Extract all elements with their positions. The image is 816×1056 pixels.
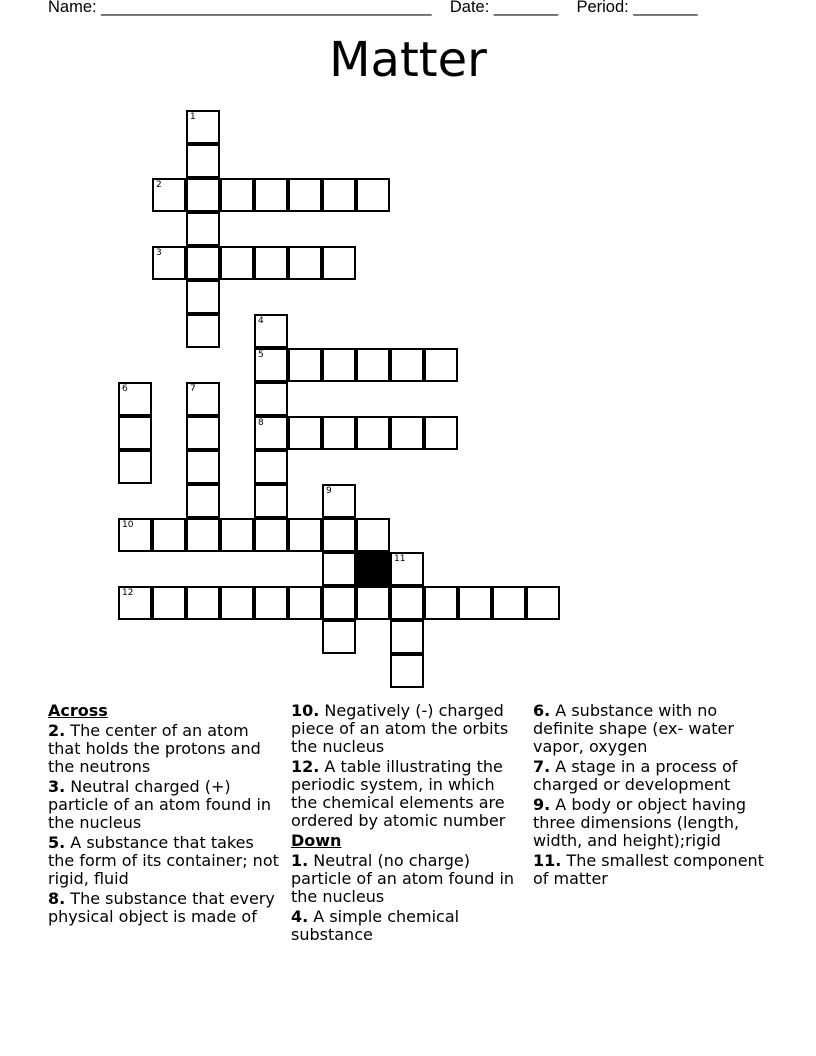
clue-text: A substance with no definite shape (ex- water vapor, oxygen xyxy=(533,701,734,756)
crossword-cell[interactable] xyxy=(152,246,186,280)
crossword-cell[interactable] xyxy=(254,518,288,552)
across-clue-list xyxy=(48,722,280,926)
crossword-cell[interactable] xyxy=(220,246,254,280)
crossword-cell[interactable] xyxy=(186,314,220,348)
cell-number: 9 xyxy=(326,486,332,496)
clue-number: 8. xyxy=(48,889,66,908)
crossword-cell[interactable] xyxy=(356,178,390,212)
clue-item xyxy=(48,778,280,832)
crossword-cell[interactable] xyxy=(458,586,492,620)
crossword-cell[interactable] xyxy=(254,348,288,382)
crossword-cell[interactable] xyxy=(492,586,526,620)
clue-item xyxy=(533,758,765,794)
clue-text: A substance that takes the form of its container; not rigid, fluid xyxy=(48,833,279,888)
crossword-cell[interactable] xyxy=(186,246,220,280)
worksheet-header: Name: ____________________________________ Date: _______ Period: _______ xyxy=(48,0,698,16)
crossword-cell[interactable] xyxy=(288,416,322,450)
clue-text: A body or object having three dimensions (length, width, and height);rigid xyxy=(533,795,746,850)
clue-number: 7. xyxy=(533,757,551,776)
cell-number: 1 xyxy=(190,112,196,122)
crossword-cell[interactable] xyxy=(186,450,220,484)
crossword-cell[interactable] xyxy=(186,416,220,450)
crossword-cell[interactable] xyxy=(322,552,356,586)
cell-number: 8 xyxy=(258,418,264,428)
crossword-cell[interactable] xyxy=(254,178,288,212)
crossword-cell[interactable] xyxy=(288,586,322,620)
page-title: Matter xyxy=(329,32,487,88)
crossword-cell[interactable] xyxy=(356,586,390,620)
crossword-cell[interactable] xyxy=(254,382,288,416)
clue-column-2 xyxy=(291,702,523,946)
clue-number: 3. xyxy=(48,777,66,796)
crossword-cell[interactable] xyxy=(118,382,152,416)
black-square xyxy=(356,552,390,586)
crossword-cell[interactable] xyxy=(186,212,220,246)
crossword-cell[interactable] xyxy=(424,416,458,450)
crossword-cell[interactable] xyxy=(288,246,322,280)
crossword-cell[interactable] xyxy=(390,552,424,586)
clue-text: A simple chemical substance xyxy=(291,907,460,944)
crossword-cell[interactable] xyxy=(186,586,220,620)
clue-number: 9. xyxy=(533,795,551,814)
crossword-cell[interactable] xyxy=(526,586,560,620)
crossword-cell[interactable] xyxy=(322,178,356,212)
crossword-cell[interactable] xyxy=(118,416,152,450)
clue-number: 6. xyxy=(533,701,551,720)
crossword-cell[interactable] xyxy=(390,620,424,654)
crossword-cell[interactable] xyxy=(322,484,356,518)
crossword-cell[interactable] xyxy=(186,518,220,552)
clue-number: 5. xyxy=(48,833,66,852)
down-clue-list xyxy=(291,852,523,944)
crossword-cell[interactable] xyxy=(288,518,322,552)
crossword-cell[interactable] xyxy=(186,484,220,518)
crossword-cell[interactable] xyxy=(254,416,288,450)
crossword-cell[interactable] xyxy=(322,348,356,382)
crossword-cell[interactable] xyxy=(220,586,254,620)
clue-item xyxy=(291,908,523,944)
clue-item xyxy=(48,834,280,888)
clue-number: 10. xyxy=(291,701,320,720)
across-clue-list-continued xyxy=(291,702,523,830)
cell-number: 7 xyxy=(190,384,196,394)
clue-item xyxy=(291,852,523,906)
crossword-cell[interactable] xyxy=(390,654,424,688)
crossword-cell[interactable] xyxy=(322,246,356,280)
crossword-cell[interactable] xyxy=(254,314,288,348)
down-heading: Down xyxy=(291,831,342,850)
clue-text: The smallest component of matter xyxy=(533,851,764,888)
crossword-cell[interactable] xyxy=(220,178,254,212)
crossword-cell[interactable] xyxy=(152,178,186,212)
clue-number: 1. xyxy=(291,851,309,870)
down-clue-list-continued xyxy=(533,702,765,888)
crossword-cell[interactable] xyxy=(356,416,390,450)
crossword-cell[interactable] xyxy=(152,586,186,620)
crossword-cell[interactable] xyxy=(186,382,220,416)
cell-number: 5 xyxy=(258,350,264,360)
crossword-cell[interactable] xyxy=(254,246,288,280)
crossword-cell[interactable] xyxy=(186,110,220,144)
clue-number: 2. xyxy=(48,721,66,740)
cell-number: 10 xyxy=(122,520,134,530)
crossword-cell[interactable] xyxy=(186,280,220,314)
crossword-cell[interactable] xyxy=(288,348,322,382)
crossword-cell[interactable] xyxy=(322,586,356,620)
crossword-cell[interactable] xyxy=(254,450,288,484)
crossword-cell[interactable] xyxy=(220,518,254,552)
crossword-cell[interactable] xyxy=(322,416,356,450)
clue-text: Neutral (no charge) particle of an atom found in the nucleus xyxy=(291,851,515,906)
clue-text: The center of an atom that holds the protons and the neutrons xyxy=(48,721,261,776)
cell-number: 3 xyxy=(156,248,162,258)
clue-item xyxy=(291,702,523,756)
clue-number: 11. xyxy=(533,851,562,870)
clue-column-3 xyxy=(533,702,765,890)
crossword-cell[interactable] xyxy=(152,518,186,552)
clue-column-1 xyxy=(48,702,280,928)
clue-number: 4. xyxy=(291,907,309,926)
crossword-cell[interactable] xyxy=(186,144,220,178)
crossword-cell[interactable] xyxy=(118,518,152,552)
clue-text: The substance that every physical object is made of xyxy=(48,889,275,926)
cell-number: 12 xyxy=(122,588,134,598)
clue-number: 12. xyxy=(291,757,320,776)
clue-text: Negatively (-) charged piece of an atom the orbits the nucleus xyxy=(291,701,509,756)
clue-item xyxy=(533,702,765,756)
cell-number: 6 xyxy=(122,384,128,394)
crossword-cell[interactable] xyxy=(424,348,458,382)
crossword-cell[interactable] xyxy=(356,348,390,382)
across-heading: Across xyxy=(48,701,108,720)
clue-item xyxy=(48,722,280,776)
crossword-cell[interactable] xyxy=(118,586,152,620)
cell-number: 11 xyxy=(394,554,406,564)
crossword-cell[interactable] xyxy=(254,586,288,620)
crossword-cell[interactable] xyxy=(424,586,458,620)
cell-number: 4 xyxy=(258,316,264,326)
clue-item xyxy=(533,852,765,888)
crossword-cell[interactable] xyxy=(322,620,356,654)
clue-text: A stage in a process of charged or development xyxy=(533,757,738,794)
crossword-cell[interactable] xyxy=(390,348,424,382)
clue-text: A table illustrating the periodic system, in which the chemical elements are ordered by atomic number xyxy=(291,757,506,830)
crossword-cell[interactable] xyxy=(288,178,322,212)
crossword-cell[interactable] xyxy=(186,178,220,212)
cell-number: 2 xyxy=(156,180,162,190)
crossword-cell[interactable] xyxy=(356,518,390,552)
clue-text: Neutral charged (+) particle of an atom found in the nucleus xyxy=(48,777,272,832)
crossword-cell[interactable] xyxy=(390,416,424,450)
crossword-cell[interactable] xyxy=(390,586,424,620)
crossword-cell[interactable] xyxy=(118,450,152,484)
clue-item xyxy=(291,758,523,830)
clue-item xyxy=(533,796,765,850)
clue-item xyxy=(48,890,280,926)
crossword-cell[interactable] xyxy=(254,484,288,518)
crossword-cell[interactable] xyxy=(322,518,356,552)
